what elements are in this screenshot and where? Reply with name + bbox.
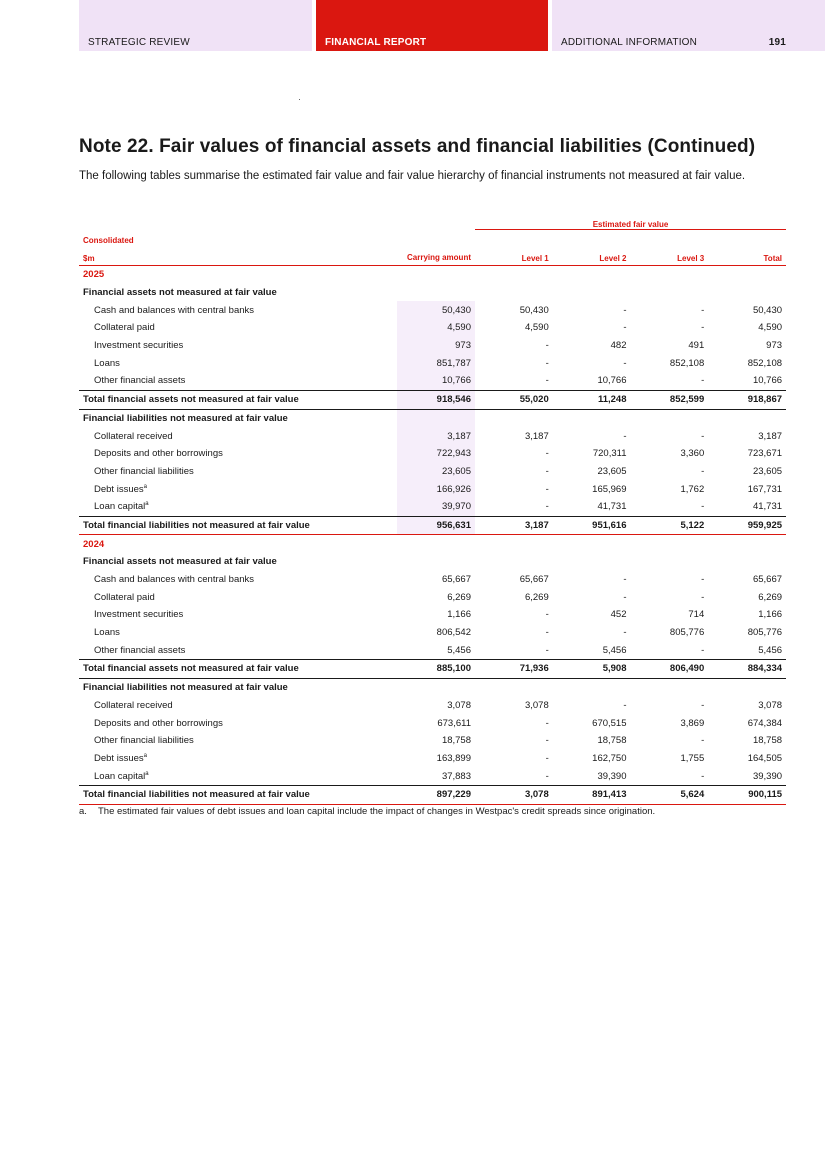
level2-cell bbox=[553, 553, 631, 571]
level1-cell: 4,590 bbox=[524, 322, 549, 334]
section-row bbox=[79, 678, 786, 696]
carrying-amount-cell: 37,883 bbox=[441, 770, 471, 782]
total-cell: 18,758 bbox=[752, 735, 783, 747]
row-label bbox=[79, 266, 397, 284]
total-cell bbox=[708, 535, 786, 553]
row-label-text: Financial assets not measured at fair value bbox=[83, 556, 277, 568]
page-number: 191 bbox=[768, 37, 786, 48]
row-label-text: Collateral paid bbox=[94, 322, 155, 334]
level2-cell: 39,390 bbox=[597, 770, 627, 782]
row-label bbox=[79, 516, 397, 535]
carrying-amount-cell: 65,667 bbox=[441, 574, 471, 586]
level2-cell: - bbox=[623, 627, 627, 639]
level2-cell: 41,731 bbox=[597, 501, 627, 513]
fair-value-table bbox=[79, 212, 786, 805]
level2-cell: 720,311 bbox=[592, 448, 627, 460]
level1-cell: - bbox=[545, 609, 549, 621]
total-cell: 3,187 bbox=[758, 430, 783, 442]
level3-cell: 805,776 bbox=[669, 627, 705, 639]
level1-cell: - bbox=[545, 375, 549, 387]
footnote-mark: a. bbox=[79, 806, 87, 817]
total-row bbox=[79, 516, 786, 535]
page-title: Note 22. Fair values of financial assets and financial liabilities (Continued) bbox=[79, 136, 756, 157]
row-label-text: Collateral paid bbox=[94, 591, 155, 603]
level2-cell bbox=[553, 409, 631, 427]
total-cell: 5,456 bbox=[758, 644, 783, 656]
row-label bbox=[79, 284, 397, 302]
intro-paragraph: The following tables summarise the estimated fair value and fair value hierarchy of financial instruments not measured at fair value. bbox=[79, 170, 746, 182]
total-cell: 852,108 bbox=[747, 357, 783, 369]
level1-cell: 3,078 bbox=[524, 699, 549, 711]
total-cell: 900,115 bbox=[708, 785, 786, 804]
level1-cell bbox=[475, 535, 553, 553]
level2-cell: 18,758 bbox=[597, 735, 627, 747]
row-label-text: Loan capital bbox=[94, 501, 146, 513]
level1-cell bbox=[475, 409, 553, 427]
total-cell: 805,776 bbox=[747, 627, 783, 639]
level2-cell: 165,969 bbox=[592, 483, 627, 495]
level1-cell: - bbox=[545, 752, 549, 764]
row-label bbox=[79, 301, 397, 319]
row-label-text: 2025 bbox=[83, 269, 105, 281]
nav-tab-additional-information[interactable] bbox=[552, 0, 825, 51]
level1-cell bbox=[475, 553, 553, 571]
total-cell: 65,667 bbox=[752, 574, 783, 586]
row-label-text: Total financial assets not measured at fair value bbox=[83, 394, 299, 406]
level2-cell: 162,750 bbox=[592, 752, 627, 764]
column-header-total: Total bbox=[708, 230, 786, 266]
footnote-reference: a bbox=[143, 752, 147, 759]
carrying-amount-cell bbox=[397, 284, 475, 302]
table-row bbox=[79, 588, 786, 606]
level2-cell: - bbox=[623, 357, 627, 369]
total-cell: 41,731 bbox=[752, 501, 783, 513]
total-cell: 3,078 bbox=[758, 699, 783, 711]
level2-cell: - bbox=[623, 574, 627, 586]
level2-cell bbox=[553, 678, 631, 696]
row-label bbox=[79, 354, 397, 372]
total-cell: 23,605 bbox=[752, 465, 783, 477]
level1-cell: - bbox=[545, 465, 549, 477]
table-row bbox=[79, 641, 786, 659]
level3-cell: - bbox=[701, 699, 705, 711]
carrying-amount-cell: 50,430 bbox=[397, 301, 475, 319]
total-cell: 674,384 bbox=[747, 717, 783, 729]
carrying-amount-cell: 806,542 bbox=[436, 627, 471, 639]
consolidated-label: Consolidated bbox=[83, 236, 134, 245]
level2-cell bbox=[553, 535, 631, 553]
level2-cell: 482 bbox=[610, 340, 627, 352]
row-label bbox=[79, 571, 397, 589]
level3-cell: - bbox=[701, 735, 705, 747]
level2-cell bbox=[553, 284, 631, 302]
table-row bbox=[79, 571, 786, 589]
total-cell: 973 bbox=[766, 340, 783, 352]
level1-cell: 65,667 bbox=[519, 574, 549, 586]
table-row bbox=[79, 445, 786, 463]
level3-cell bbox=[631, 266, 709, 284]
row-label-text: Total financial liabilities not measured at fair value bbox=[83, 519, 310, 531]
carrying-amount-cell: 6,269 bbox=[447, 591, 471, 603]
level2-cell: - bbox=[623, 304, 627, 316]
row-label bbox=[79, 498, 397, 516]
carrying-amount-cell: 23,605 bbox=[397, 463, 475, 481]
level1-cell bbox=[475, 266, 553, 284]
row-label bbox=[79, 409, 397, 427]
year-row bbox=[79, 535, 786, 553]
row-label-text: Collateral received bbox=[94, 430, 173, 442]
table-body bbox=[79, 266, 786, 805]
carrying-amount-cell: 673,611 bbox=[437, 717, 471, 729]
carrying-amount-cell: 973 bbox=[397, 337, 475, 355]
row-label-text: Other financial liabilities bbox=[94, 735, 194, 747]
carrying-amount-cell: 918,546 bbox=[397, 390, 475, 409]
row-label bbox=[79, 767, 397, 785]
column-header-level2: Level 2 bbox=[553, 230, 631, 266]
stray-mark bbox=[299, 99, 300, 100]
level1-cell: - bbox=[545, 483, 549, 495]
level2-cell: 10,766 bbox=[597, 375, 627, 387]
footnote-reference: a bbox=[143, 483, 147, 490]
table-row bbox=[79, 337, 786, 355]
row-label-text: Investment securities bbox=[94, 340, 184, 352]
row-label-text: Total financial liabilities not measured at fair value bbox=[83, 789, 310, 801]
nav-tab-additional-label: ADDITIONAL INFORMATION bbox=[561, 37, 698, 48]
section-row bbox=[79, 553, 786, 571]
level2-cell: 891,413 bbox=[553, 785, 631, 804]
level1-cell: 50,430 bbox=[519, 304, 549, 316]
nav-tab-financial-report[interactable]: FINANCIAL REPORT bbox=[316, 0, 548, 51]
row-label bbox=[79, 445, 397, 463]
carrying-amount-cell bbox=[397, 678, 475, 696]
level3-cell bbox=[631, 409, 709, 427]
level2-cell: - bbox=[623, 591, 627, 603]
row-label bbox=[79, 427, 397, 445]
level3-cell: 714 bbox=[688, 609, 705, 621]
column-header-carrying: Carrying amount bbox=[397, 230, 475, 266]
level3-cell: - bbox=[701, 644, 705, 656]
carrying-amount-cell: 897,229 bbox=[397, 785, 475, 804]
carrying-amount-cell: 1,166 bbox=[447, 609, 471, 621]
level1-cell: 3,187 bbox=[475, 516, 553, 535]
table-row bbox=[79, 427, 786, 445]
carrying-amount-cell: 956,631 bbox=[397, 516, 475, 535]
level3-cell: - bbox=[701, 501, 705, 513]
carrying-amount-cell: 4,590 bbox=[397, 319, 475, 337]
level1-cell: - bbox=[545, 735, 549, 747]
level2-cell: - bbox=[623, 322, 627, 334]
row-label-text: Total financial assets not measured at fair value bbox=[83, 663, 299, 675]
carrying-amount-cell bbox=[397, 553, 475, 571]
table-row bbox=[79, 697, 786, 715]
row-label-text: Other financial assets bbox=[94, 644, 186, 656]
row-label bbox=[79, 750, 397, 768]
level2-cell: 5,908 bbox=[553, 660, 631, 679]
total-cell bbox=[708, 409, 786, 427]
row-label bbox=[79, 372, 397, 390]
level3-cell: - bbox=[701, 375, 705, 387]
level2-cell: 452 bbox=[610, 609, 627, 621]
row-label bbox=[79, 319, 397, 337]
row-label bbox=[79, 714, 397, 732]
carrying-amount-cell: 18,758 bbox=[441, 735, 471, 747]
total-cell: 6,269 bbox=[758, 591, 783, 603]
carrying-amount-cell: 166,926 bbox=[397, 480, 475, 498]
total-cell: 4,590 bbox=[758, 322, 783, 334]
fair-value-table-container bbox=[79, 212, 786, 805]
level3-cell: 5,122 bbox=[631, 516, 709, 535]
total-cell: 959,925 bbox=[708, 516, 786, 535]
column-header-label bbox=[79, 230, 397, 266]
total-cell: 918,867 bbox=[708, 390, 786, 409]
table-row bbox=[79, 624, 786, 642]
row-label bbox=[79, 678, 397, 696]
row-label bbox=[79, 697, 397, 715]
year-row bbox=[79, 266, 786, 284]
carrying-amount-cell: 5,456 bbox=[447, 644, 471, 656]
level1-cell: 71,936 bbox=[475, 660, 553, 679]
level1-cell: - bbox=[545, 644, 549, 656]
level3-cell: - bbox=[701, 304, 705, 316]
level2-cell: 951,616 bbox=[553, 516, 631, 535]
level3-cell: 852,108 bbox=[669, 357, 705, 369]
level3-cell bbox=[631, 678, 709, 696]
section-row bbox=[79, 284, 786, 302]
footnote-text: The estimated fair values of debt issues and loan capital include the impact of changes in Westpac's credit spreads since origination. bbox=[98, 806, 656, 817]
level3-cell: 852,599 bbox=[631, 390, 709, 409]
level3-cell: - bbox=[701, 465, 705, 477]
section-row bbox=[79, 409, 786, 427]
total-cell: 167,731 bbox=[747, 483, 783, 495]
row-label-text: Financial liabilities not measured at fair value bbox=[83, 682, 288, 694]
carrying-amount-cell: 163,899 bbox=[436, 752, 471, 764]
level1-cell: - bbox=[545, 627, 549, 639]
level1-cell bbox=[475, 678, 553, 696]
estimated-fair-value-header: Estimated fair value bbox=[475, 212, 786, 230]
level2-cell: - bbox=[623, 430, 627, 442]
carrying-amount-cell: 10,766 bbox=[397, 372, 475, 390]
row-label bbox=[79, 606, 397, 624]
carrying-amount-cell: 3,078 bbox=[447, 699, 471, 711]
table-row bbox=[79, 498, 786, 516]
table-row bbox=[79, 480, 786, 498]
carrying-amount-cell bbox=[397, 409, 475, 427]
level3-cell: 806,490 bbox=[631, 660, 709, 679]
level3-cell: 491 bbox=[688, 340, 705, 352]
level3-cell: - bbox=[701, 430, 705, 442]
carrying-amount-cell: 722,943 bbox=[397, 445, 475, 463]
row-label bbox=[79, 553, 397, 571]
row-label-text: Financial assets not measured at fair value bbox=[83, 287, 277, 299]
row-label bbox=[79, 660, 397, 679]
row-label-text: 2024 bbox=[83, 538, 105, 550]
total-cell: 1,166 bbox=[758, 609, 783, 621]
level2-cell: - bbox=[623, 699, 627, 711]
total-row bbox=[79, 660, 786, 679]
table-row bbox=[79, 319, 786, 337]
row-label bbox=[79, 535, 397, 553]
level3-cell bbox=[631, 284, 709, 302]
row-label bbox=[79, 624, 397, 642]
total-row bbox=[79, 390, 786, 409]
row-label bbox=[79, 641, 397, 659]
total-cell: 39,390 bbox=[752, 770, 783, 782]
carrying-amount-cell: 885,100 bbox=[397, 660, 475, 679]
column-header-level1: Level 1 bbox=[475, 230, 553, 266]
column-header-level3: Level 3 bbox=[631, 230, 709, 266]
row-label bbox=[79, 480, 397, 498]
row-label-text: Investment securities bbox=[94, 609, 184, 621]
level1-cell: - bbox=[545, 501, 549, 513]
top-navigation bbox=[0, 0, 825, 51]
carrying-amount-cell bbox=[397, 535, 475, 553]
level3-cell: 1,762 bbox=[680, 483, 705, 495]
level1-cell: 55,020 bbox=[475, 390, 553, 409]
level1-cell: 3,187 bbox=[524, 430, 549, 442]
level2-cell: 23,605 bbox=[597, 465, 627, 477]
table-row bbox=[79, 606, 786, 624]
table-row bbox=[79, 732, 786, 750]
row-label-text: Collateral received bbox=[94, 699, 173, 711]
level1-cell: - bbox=[545, 357, 549, 369]
row-label bbox=[79, 588, 397, 606]
level1-cell: - bbox=[545, 770, 549, 782]
row-label-text: Debt issues bbox=[94, 752, 144, 764]
row-label-text: Deposits and other borrowings bbox=[94, 448, 223, 460]
level3-cell bbox=[631, 535, 709, 553]
level2-cell: 11,248 bbox=[553, 390, 631, 409]
level3-cell: 1,755 bbox=[680, 752, 705, 764]
footnote bbox=[79, 806, 786, 817]
row-label bbox=[79, 337, 397, 355]
level1-cell: - bbox=[545, 717, 549, 729]
row-label bbox=[79, 732, 397, 750]
unit-label: $m bbox=[83, 254, 95, 263]
level3-cell: - bbox=[701, 770, 705, 782]
carrying-amount-cell: 39,970 bbox=[397, 498, 475, 516]
table-row bbox=[79, 767, 786, 785]
row-label bbox=[79, 463, 397, 481]
total-cell: 164,505 bbox=[747, 752, 783, 764]
carrying-amount-cell: 851,787 bbox=[397, 354, 475, 372]
total-cell: 884,334 bbox=[708, 660, 786, 679]
footnote-reference: a bbox=[145, 501, 149, 508]
column-header-row bbox=[79, 230, 786, 266]
table-row bbox=[79, 714, 786, 732]
row-label-text: Cash and balances with central banks bbox=[94, 574, 255, 586]
total-cell: 50,430 bbox=[752, 304, 783, 316]
table-row bbox=[79, 372, 786, 390]
level1-cell: - bbox=[545, 340, 549, 352]
level3-cell: 3,360 bbox=[680, 448, 705, 460]
total-cell bbox=[708, 266, 786, 284]
level1-cell: 3,078 bbox=[475, 785, 553, 804]
level1-cell: - bbox=[545, 448, 549, 460]
level3-cell: 3,869 bbox=[680, 717, 705, 729]
level3-cell bbox=[631, 553, 709, 571]
row-label bbox=[79, 390, 397, 409]
row-label-text: Loan capital bbox=[94, 770, 146, 782]
carrying-amount-cell bbox=[397, 266, 475, 284]
level2-cell: 670,515 bbox=[592, 717, 627, 729]
row-label-text: Loans bbox=[94, 627, 120, 639]
level2-cell: 5,456 bbox=[602, 644, 627, 656]
carrying-amount-cell: 3,187 bbox=[397, 427, 475, 445]
total-cell bbox=[708, 553, 786, 571]
table-row bbox=[79, 301, 786, 319]
row-label-text: Other financial assets bbox=[94, 375, 186, 387]
level2-cell bbox=[553, 266, 631, 284]
row-label-text: Cash and balances with central banks bbox=[94, 304, 255, 316]
table-row bbox=[79, 354, 786, 372]
table-row bbox=[79, 750, 786, 768]
level3-cell: - bbox=[701, 322, 705, 334]
row-label-text: Loans bbox=[94, 357, 120, 369]
level1-cell bbox=[475, 284, 553, 302]
row-label-text: Financial liabilities not measured at fair value bbox=[83, 412, 288, 424]
estimated-fair-value-header-row bbox=[79, 212, 786, 230]
row-label-text: Other financial liabilities bbox=[94, 465, 194, 477]
row-label-text: Deposits and other borrowings bbox=[94, 717, 223, 729]
footnote-reference: a bbox=[145, 770, 149, 777]
total-cell: 723,671 bbox=[747, 448, 783, 460]
level3-cell: - bbox=[701, 591, 705, 603]
level1-cell: 6,269 bbox=[524, 591, 549, 603]
row-label-text: Debt issues bbox=[94, 483, 144, 495]
total-cell bbox=[708, 678, 786, 696]
nav-tab-strategic-review[interactable]: STRATEGIC REVIEW bbox=[79, 0, 312, 51]
table-row bbox=[79, 463, 786, 481]
level3-cell: 5,624 bbox=[631, 785, 709, 804]
row-label bbox=[79, 785, 397, 804]
total-cell: 10,766 bbox=[752, 375, 783, 387]
total-cell bbox=[708, 284, 786, 302]
total-row bbox=[79, 785, 786, 804]
level3-cell: - bbox=[701, 574, 705, 586]
